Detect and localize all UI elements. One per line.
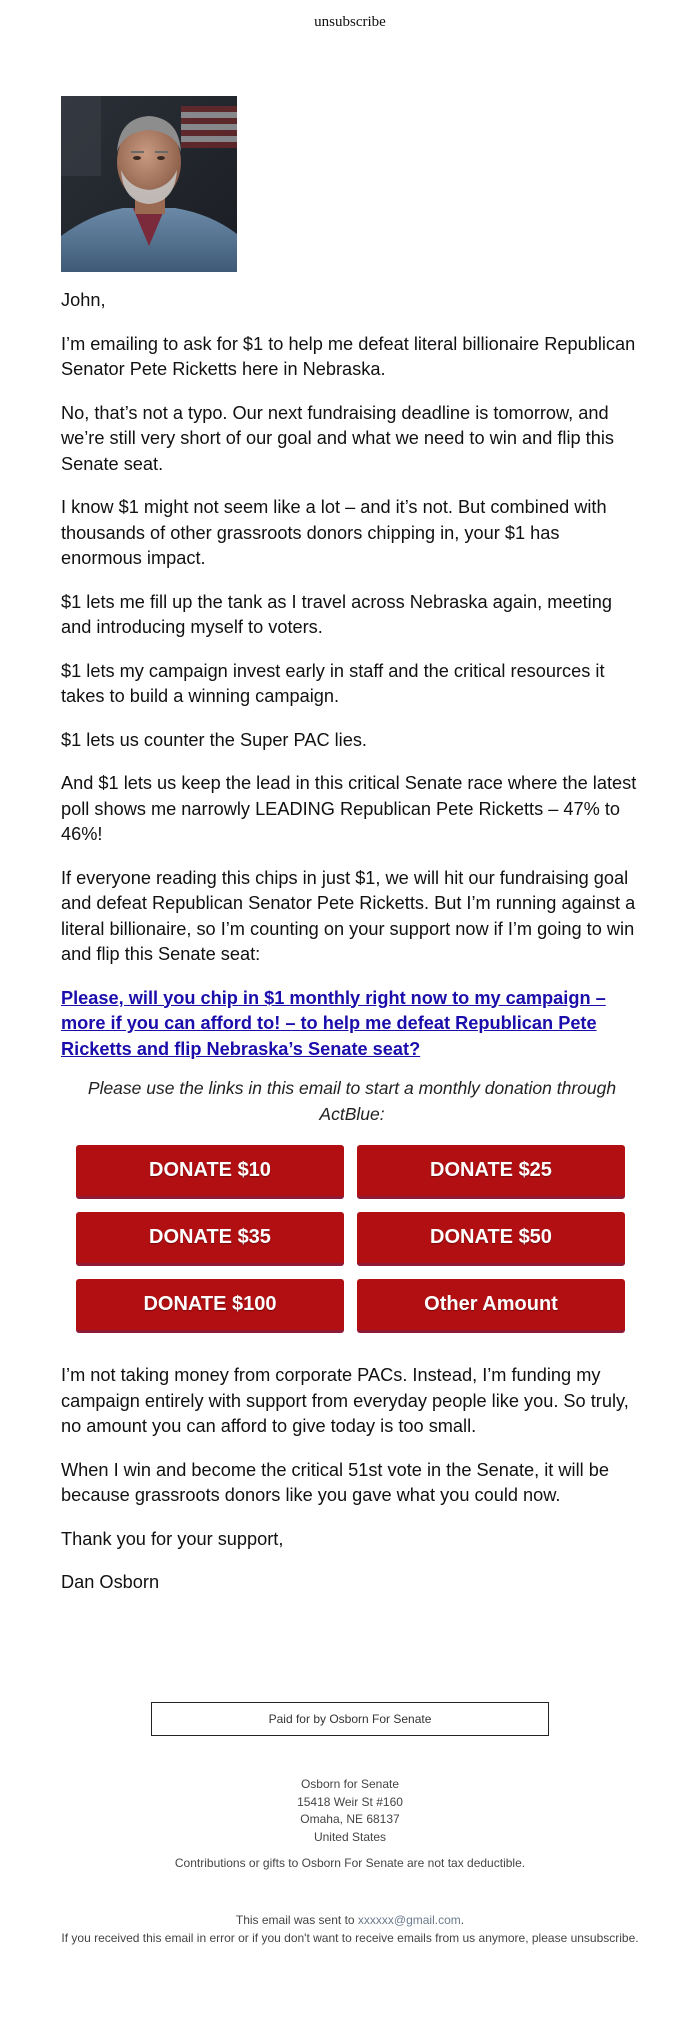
donate-35-button[interactable]: DONATE $35 (76, 1212, 344, 1266)
donate-other-amount-button[interactable]: Other Amount (357, 1279, 625, 1333)
letter-body (61, 288, 643, 1614)
paragraph: If everyone reading this chips in just $1, we will hit our fundraising goal and defeat Republican Senator Pete Ricketts. But I’m running against a literal billionaire, so I’m counting on your support now if I’m going to win and flip this Senate seat: (61, 867, 636, 964)
paragraph: $1 lets us counter the Super PAC lies. (61, 729, 367, 750)
recipient-email[interactable]: xxxxxx@gmail.com (357, 1913, 461, 1927)
donate-25-button[interactable]: DONATE $25 (357, 1145, 625, 1199)
paragraph: $1 lets my campaign invest early in staff and the critical resources it takes to build a winning campaign. (61, 660, 605, 706)
address-line: Osborn for Senate (300, 1777, 400, 1791)
paragraph: I’m emailing to ask for $1 to help me defeat literal billionaire Republican Senator Pete Ricketts here in Nebraska. (61, 333, 636, 379)
signature-name: Dan Osborn (61, 1572, 160, 1592)
sent-suffix: . (460, 1913, 465, 1927)
donate-button-grid (76, 1145, 643, 1333)
sent-to-line (0, 1912, 700, 1930)
donation-note: Please use the links in this email to start a monthly donation through ActBlue: (87, 1078, 617, 1124)
paragraph: When I win and become the critical 51st vote in the Senate, it will be because grassroots donors like you gave what you could now. (61, 1459, 609, 1505)
paid-for-text: Paid for by Osborn For Senate (268, 1712, 432, 1726)
donate-10-button[interactable]: DONATE $10 (76, 1145, 344, 1199)
sent-to-notice (0, 1912, 700, 1947)
address-line: United States (313, 1829, 387, 1844)
paid-for-disclaimer (151, 1702, 549, 1736)
address-line: Omaha, NE 68137 (300, 1812, 400, 1826)
paragraph: No, that’s not a typo. Our next fundraising deadline is tomorrow, and we’re still very short of our goal and what we need to win and flip this Senate seat. (61, 402, 614, 474)
error-unsubscribe-note[interactable]: If you received this email in error or if you don't want to receive emails from us anymore, please unsubscribe. (61, 1930, 639, 1945)
mailing-address (0, 1776, 700, 1846)
paragraph: I’m not taking money from corporate PACs. Instead, I’m funding my campaign entirely with support from everyday people like you. So truly, no amount you can afford to give today is too small. (61, 1365, 629, 1436)
address-line: 15418 Weir St #160 (297, 1794, 403, 1809)
paragraph: I know $1 might not seem like a lot – and it’s not. But combined with thousands of other grassroots donors chipping in, your $1 has enormous impact. (61, 497, 607, 568)
paragraph: $1 lets me fill up the tank as I travel across Nebraska again, meeting and introducing myself to voters. (61, 591, 612, 637)
donate-100-button[interactable]: DONATE $100 (76, 1279, 344, 1333)
donate-50-button[interactable]: DONATE $50 (357, 1212, 625, 1266)
donate-cta-link[interactable]: Please, will you chip in $1 monthly right now to my campaign – more if you can afford to! – to help me defeat Republican Pete Ricketts and flip Nebraska’s Senate seat? (61, 987, 606, 1059)
sent-prefix: This email was sent to (235, 1913, 358, 1927)
greeting: John, (61, 290, 106, 310)
candidate-photo (61, 96, 237, 272)
tax-deductible-note: Contributions or gifts to Osborn For Senate are not tax deductible. (174, 1856, 526, 1870)
paragraph: And $1 lets us keep the lead in this critical Senate race where the latest poll shows me narrowly LEADING Republican Pete Ricketts – 47% to 46%! (61, 773, 637, 844)
sign-off: Thank you for your support, (61, 1528, 284, 1549)
unsubscribe-link[interactable]: unsubscribe (314, 14, 386, 30)
